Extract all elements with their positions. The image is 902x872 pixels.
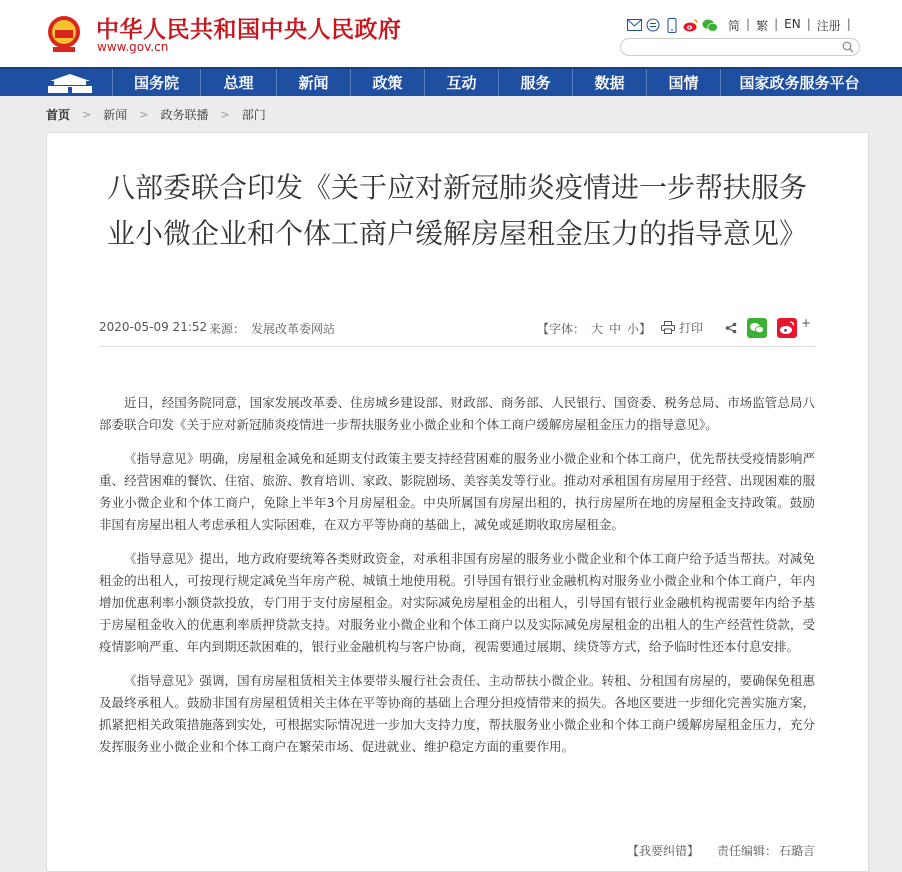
article-paragraph: 《指导意见》明确，房屋租金减免和延期支付政策主要支持经营困难的服务业小微企业和个体工商户，优先帮扶受疫情影响严重、经营困难的餐饮、住宿、旅游、教育培训、家政、影院剧场、美容美发等行业。推动对承租国有房屋用于经营、出现困难的服务业小微企业和个体工商户，免除上半年3个月房屋租金。中央所属国有房屋出租的，执行房屋所在地的房屋租金支持政策。鼓励非国有房屋出租人考虑承租人实际困难，在双方平等协商的基础上，减免或延期收取房屋租金。 (99, 451, 815, 532)
register-link[interactable]: 注册 (816, 19, 841, 33)
font-small-button[interactable]: 小】 (627, 322, 652, 336)
divider: | (846, 17, 851, 31)
divider: | (746, 17, 751, 31)
nav-item-data[interactable]: 数据 (572, 69, 646, 96)
share-bar (725, 318, 811, 338)
wechat-icon[interactable] (702, 17, 718, 33)
breadcrumb-separator: > (139, 108, 149, 121)
language-links (728, 17, 851, 34)
font-size-label: 【字体： (537, 322, 586, 336)
editor-name: 石璐言 (779, 844, 816, 858)
divider (99, 346, 815, 347)
article-body (99, 392, 815, 770)
report-error-link[interactable]: 【我要纠错】 (627, 844, 700, 858)
search-icon[interactable] (842, 41, 854, 53)
lang-simplified-link[interactable]: 简 (728, 19, 741, 33)
nav-item-service[interactable]: 服务 (498, 69, 572, 96)
print-icon (661, 321, 675, 334)
source-label: 来源： (209, 322, 246, 336)
article-paragraph: 《指导意见》强调，国有房屋租赁相关主体要带头履行社会责任、主动帮扶小微企业。转租、分租国有房屋的，要确保免租惠及最终承租人。鼓励非国有房屋租赁相关主体在平等协商的基础上合理分担疫情带来的损失。各地区要进一步细化完善实施方案，抓紧把相关政策措施落到实处，可根据实际情况进一步加大支持力度，帮扶服务业小微企业和个体工商户缓解房屋租金压力，充分发挥服务业小微企业和个体工商户在繁荣市场、促进就业、维护稳定方面的重要作用。 (99, 673, 815, 754)
breadcrumb (46, 106, 266, 123)
mobile-icon[interactable] (664, 17, 680, 33)
site-header (0, 0, 902, 67)
font-medium-button[interactable]: 中 (609, 322, 622, 336)
divider: | (774, 17, 779, 31)
article-paragraph: 《指导意见》提出，地方政府要统筹各类财政资金，对承租非国有房屋的服务业小微企业和个体工商户给予适当帮扶。对减免租金的出租人，可按现行规定减免当年房产税、城镇土地使用税。引导国有银行业金融机构对服务业小微企业和个体工商户，年内增加优惠利率小额贷款投放，专门用于支付房屋租金。对实际减免房屋租金的出租人，引导国有银行业金融机构视需要年内给予基于房屋租金收入的优惠利率质押贷款支持。对服务业小微企业和个体工商户以及实际减免房屋租金的出租人的生产经营性贷款，受疫情影响严重、年内到期还款困难的，银行业金融机构与客户协商，视需要通过展期、续贷等方式，给予临时性还本付息安排。 (99, 551, 815, 654)
article-paragraph: 近日，经国务院同意，国家发展改革委、住房城乡建设部、财政部、商务部、人民银行、国资委、税务总局、市场监管总局八部委联合印发《关于应对新冠肺炎疫情进一步帮扶服务业小微企业和个体工商户缓解房屋租金压力的指导意见》。 (99, 395, 815, 432)
editor-label: 责任编辑： (717, 844, 778, 858)
nav-item-premier[interactable]: 总理 (200, 69, 276, 96)
more-share-button[interactable]: + (801, 316, 812, 330)
main-nav (0, 67, 902, 96)
top-icon-bar (626, 15, 718, 35)
nav-item-interaction[interactable]: 互动 (424, 69, 498, 96)
nav-list (112, 69, 878, 96)
breadcrumb-separator: > (82, 108, 92, 121)
share-icon[interactable] (725, 322, 737, 334)
nav-item-state-council[interactable]: 国务院 (112, 69, 200, 96)
weibo-share-icon[interactable] (777, 318, 797, 338)
print-label: 打印 (679, 321, 704, 335)
nav-item-policy[interactable]: 政策 (350, 69, 424, 96)
nav-item-gov-service-platform[interactable]: 国家政务服务平台 (720, 69, 878, 96)
lang-traditional-link[interactable]: 繁 (756, 19, 769, 33)
weibo-icon[interactable] (683, 17, 699, 33)
font-large-button[interactable]: 大 (591, 322, 604, 336)
article-title: 八部委联合印发《关于应对新冠肺炎疫情进一步帮扶服务业小微企业和个体工商户缓解房屋租金压力的指导意见》 (106, 171, 807, 250)
breadcrumb-news[interactable]: 新闻 (103, 108, 128, 122)
search-box (620, 38, 860, 56)
lang-english-link[interactable]: EN (784, 17, 801, 31)
article-meta (99, 318, 815, 340)
divider: | (806, 17, 811, 31)
national-emblem-icon[interactable] (46, 14, 82, 54)
print-button[interactable] (661, 319, 703, 336)
nav-item-news[interactable]: 新闻 (276, 69, 350, 96)
site-title[interactable]: 中华人民共和国中央人民政府 (96, 17, 402, 43)
site-domain: www.gov.cn (97, 40, 169, 54)
source-name: 发展改革委网站 (251, 322, 336, 336)
breadcrumb-home[interactable]: 首页 (46, 108, 71, 122)
wechat-share-icon[interactable] (747, 318, 767, 338)
breadcrumb-liaison[interactable]: 政务联播 (160, 108, 209, 122)
breadcrumb-separator: > (220, 108, 230, 121)
font-size-controls (537, 320, 657, 337)
mail-icon[interactable] (626, 17, 642, 33)
breadcrumb-dept[interactable]: 部门 (241, 108, 266, 122)
publish-date: 2020-05-09 21:52 (99, 320, 208, 334)
search-input[interactable] (629, 43, 839, 59)
rss-icon[interactable] (645, 17, 661, 33)
tiananmen-icon[interactable] (44, 71, 96, 95)
nav-item-national-info[interactable]: 国情 (646, 69, 720, 96)
